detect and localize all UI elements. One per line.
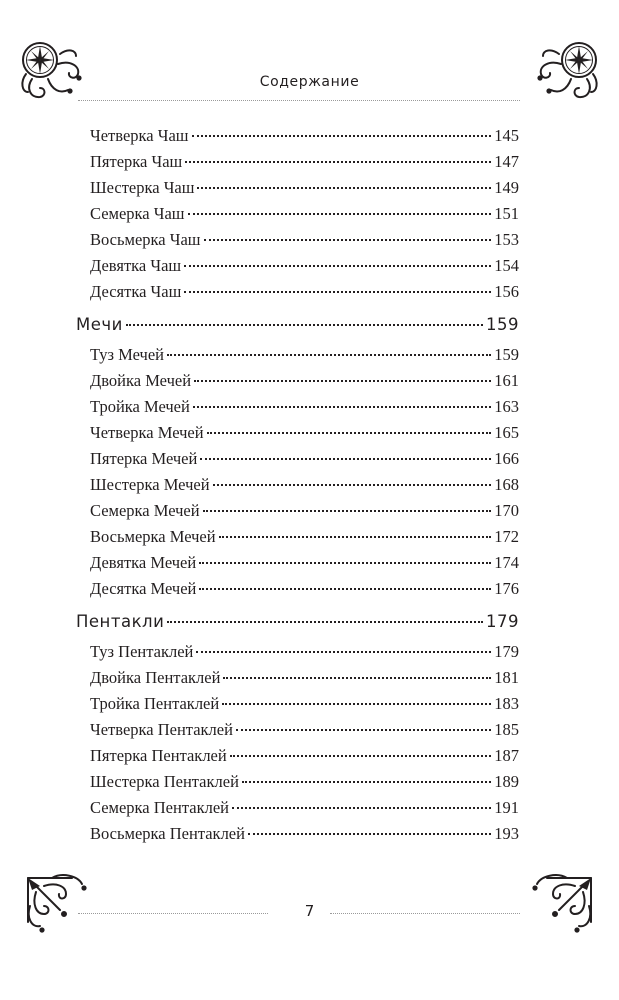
toc-entry[interactable] xyxy=(90,498,519,524)
toc-entry-title: Восьмерка Мечей xyxy=(90,527,216,546)
toc-entry[interactable] xyxy=(90,524,519,550)
compass-star-ornament-icon xyxy=(521,30,601,110)
toc-entry[interactable] xyxy=(90,639,519,665)
toc-entry[interactable] xyxy=(90,279,519,305)
toc-entry-title: Пятерка Мечей xyxy=(90,449,198,468)
toc-entry-page: 165 xyxy=(494,423,519,442)
toc-entry-page: 149 xyxy=(494,178,519,197)
toc-entry-title: Десятка Чаш xyxy=(90,282,182,301)
toc-entry-page: 172 xyxy=(494,527,519,546)
table-of-contents xyxy=(0,123,619,847)
toc-section-swords xyxy=(0,312,619,602)
toc-entry-page: 179 xyxy=(494,642,519,661)
toc-section-page: 179 xyxy=(486,612,519,631)
toc-entry-page: 181 xyxy=(494,668,519,687)
toc-section-heading[interactable] xyxy=(76,609,519,635)
dot-leader xyxy=(192,135,492,137)
toc-entry-title: Шестерка Чаш xyxy=(90,178,195,197)
toc-entry-page: 191 xyxy=(494,798,519,817)
footer-divider-right xyxy=(330,913,520,914)
toc-entry-page: 166 xyxy=(494,449,519,468)
dot-leader xyxy=(126,324,483,326)
toc-entry[interactable] xyxy=(90,420,519,446)
dot-leader xyxy=(242,781,491,783)
toc-entry-page: 174 xyxy=(494,553,519,572)
toc-section-pentacles xyxy=(0,609,619,847)
toc-section-heading[interactable] xyxy=(76,312,519,338)
toc-entry[interactable] xyxy=(90,665,519,691)
toc-entry[interactable] xyxy=(90,717,519,743)
header-divider xyxy=(78,100,520,101)
compass-star-ornament-icon xyxy=(18,30,98,110)
toc-entry-title: Двойка Мечей xyxy=(90,371,192,390)
toc-entry-page: 153 xyxy=(494,230,519,249)
toc-section-page: 159 xyxy=(486,315,519,334)
toc-entry-page: 156 xyxy=(494,282,519,301)
toc-entry-title: Туз Мечей xyxy=(90,345,164,364)
dot-leader xyxy=(167,354,491,356)
toc-entry[interactable] xyxy=(90,368,519,394)
dot-leader xyxy=(223,677,491,679)
toc-entry-title: Двойка Пентаклей xyxy=(90,668,221,687)
toc-section-title: Мечи xyxy=(76,315,123,334)
dot-leader xyxy=(184,265,491,267)
toc-entry-page: 151 xyxy=(494,204,519,223)
toc-entry-title: Пятерка Чаш xyxy=(90,152,183,171)
toc-entry-page: 161 xyxy=(494,371,519,390)
dot-leader xyxy=(230,755,492,757)
toc-entry-page: 170 xyxy=(494,501,519,520)
toc-entry[interactable] xyxy=(90,446,519,472)
page-title: Содержание xyxy=(259,74,360,90)
dot-leader xyxy=(248,833,491,835)
toc-entry-title: Шестерка Мечей xyxy=(90,475,210,494)
toc-entry-page: 176 xyxy=(494,579,519,598)
toc-entry-title: Четверка Чаш xyxy=(90,126,189,145)
dot-leader xyxy=(199,588,491,590)
toc-entry-page: 145 xyxy=(494,126,519,145)
toc-entry[interactable] xyxy=(90,342,519,368)
toc-entry-title: Туз Пентаклей xyxy=(90,642,194,661)
toc-section-title: Пентакли xyxy=(76,612,165,631)
dot-leader xyxy=(193,406,491,408)
toc-entry-page: 154 xyxy=(494,256,519,275)
toc-entry-title: Семерка Чаш xyxy=(90,204,185,223)
toc-entry[interactable] xyxy=(90,821,519,847)
toc-entry[interactable] xyxy=(90,253,519,279)
dot-leader xyxy=(222,703,491,705)
toc-entry[interactable] xyxy=(90,149,519,175)
dot-leader xyxy=(213,484,492,486)
toc-entry-page: 159 xyxy=(494,345,519,364)
dot-leader xyxy=(203,510,492,512)
toc-entry-title: Десятка Мечей xyxy=(90,579,197,598)
dot-leader xyxy=(185,161,491,163)
toc-entry-title: Тройка Пентаклей xyxy=(90,694,220,713)
toc-entry-title: Четверка Пентаклей xyxy=(90,720,233,739)
dot-leader xyxy=(184,291,491,293)
toc-entry[interactable] xyxy=(90,123,519,149)
dot-leader xyxy=(188,213,492,215)
toc-entry[interactable] xyxy=(90,201,519,227)
toc-entry-page: 183 xyxy=(494,694,519,713)
toc-entry-page: 147 xyxy=(494,152,519,171)
dot-leader xyxy=(196,651,491,653)
toc-entry[interactable] xyxy=(90,769,519,795)
toc-entry-title: Шестерка Пентаклей xyxy=(90,772,239,791)
toc-entry[interactable] xyxy=(90,576,519,602)
toc-entry-title: Четверка Мечей xyxy=(90,423,204,442)
toc-entry-title: Девятка Мечей xyxy=(90,553,197,572)
dot-leader xyxy=(232,807,491,809)
toc-entry[interactable] xyxy=(90,227,519,253)
toc-entry[interactable] xyxy=(90,472,519,498)
dot-leader xyxy=(236,729,491,731)
dot-leader xyxy=(207,432,492,434)
toc-entry-title: Восьмерка Чаш xyxy=(90,230,201,249)
toc-entry-page: 163 xyxy=(494,397,519,416)
toc-entry[interactable] xyxy=(90,743,519,769)
dot-leader xyxy=(199,562,491,564)
toc-entry[interactable] xyxy=(90,795,519,821)
toc-entry[interactable] xyxy=(90,175,519,201)
toc-entry-title: Тройка Мечей xyxy=(90,397,190,416)
toc-entry-title: Пятерка Пентаклей xyxy=(90,746,227,765)
toc-entry-page: 168 xyxy=(494,475,519,494)
toc-entry-page: 189 xyxy=(494,772,519,791)
page-number: 7 xyxy=(304,902,315,920)
toc-group-top xyxy=(0,123,619,305)
toc-entry-page: 185 xyxy=(494,720,519,739)
toc-entry[interactable] xyxy=(90,550,519,576)
dot-leader xyxy=(194,380,491,382)
toc-entry[interactable] xyxy=(90,394,519,420)
dot-leader xyxy=(219,536,492,538)
toc-entry-title: Восьмерка Пентаклей xyxy=(90,824,245,843)
dot-leader xyxy=(204,239,492,241)
toc-entry-title: Семерка Мечей xyxy=(90,501,200,520)
dot-leader xyxy=(197,187,491,189)
toc-entry-page: 187 xyxy=(494,746,519,765)
dot-leader xyxy=(200,458,491,460)
toc-entry-title: Девятка Чаш xyxy=(90,256,182,275)
toc-entry-page: 193 xyxy=(494,824,519,843)
toc-entry-title: Семерка Пентаклей xyxy=(90,798,229,817)
toc-entry[interactable] xyxy=(90,691,519,717)
dot-leader xyxy=(167,621,483,623)
